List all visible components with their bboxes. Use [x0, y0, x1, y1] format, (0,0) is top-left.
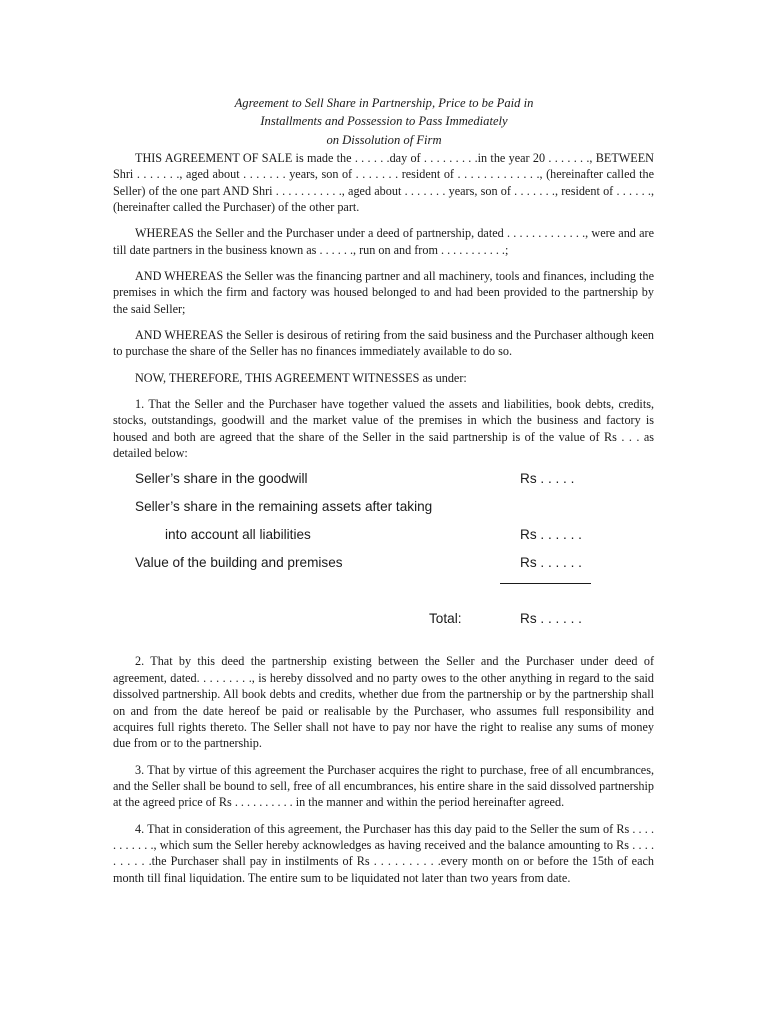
title-line-3: on Dissolution of Firm	[326, 132, 442, 147]
liabilities-label: into account all liabilities	[165, 527, 311, 543]
clause-1: 1. That the Seller and the Purchaser have together valued the assets and liabilities, book debts, credits, stocks, outstandings, goodwill and the market value of the premises in which the business and factory is housed and both are agreed that the share of the Seller in the said partnership is of the value of Rs . . . as detailed below:	[113, 396, 654, 461]
whereas-paragraph-2: AND WHEREAS the Seller was the financing partner and all machinery, tools and finances, including the premises in which the firm and factory was housed belonged to and had been provided to the partnership by the said Seller;	[113, 269, 654, 316]
building-amount: Rs . . . . . .	[520, 555, 582, 571]
valuation-schedule	[113, 471, 654, 645]
title-line-1: Agreement to Sell Share in Partnership, Price to be Paid in	[234, 96, 534, 110]
clause-3: 3. That by virtue of this agreement the Purchaser acquires the right to purchase, free of all encumbrances, and the Seller shall be bound to sell, free of all encumbrances, his entire share in the said dissolved partnership at the agreed price of Rs . . . . . . . . . . in the manner and within the period hereinafter agreed.	[113, 762, 654, 810]
total-amount: Rs . . . . . .	[520, 611, 582, 627]
whereas-paragraph-3: AND WHEREAS the Seller is desirous of retiring from the said business and the Purchaser although keen to purchase the share of the Seller has no finances immediately available to do so.	[113, 328, 654, 359]
goodwill-label: Seller’s share in the goodwill	[135, 471, 308, 487]
document-title	[0, 94, 768, 149]
schedule-row-total	[113, 611, 654, 631]
building-label: Value of the building and premises	[135, 555, 343, 571]
document-body	[113, 150, 654, 896]
clause-2: 2. That by this deed the partnership existing between the Seller and the Purchaser under deed of agreement, dated. . . . . . . . ., is hereby dissolved and no party owes to the other anything in regard to the said dissolved partnership. All book debts and credits, whether due from the partnership or by the partnership shall on and from the date hereof be paid or realisable by the Purchaser, who assumes full responsibility and acquires full rights thereto. The Seller shall not have to pay nor have the right to realise any sums of money due from or to the partnership.	[113, 654, 654, 751]
whereas-paragraph-1: WHEREAS the Seller and the Purchaser under a deed of partnership, dated . . . . . . . . . . . . ., were and are till date partners in the business known as . . . . . ., run on and from . . . . . . . . . . .;	[113, 226, 654, 257]
clause-4: 4. That in consideration of this agreement, the Purchaser has this day paid to the Seller the sum of Rs . . . . . . . . . . ., which sum the Seller hereby acknowledges as having received and the balance amounting to Rs . . . . . . . . . .the Purchaser shall pay in instilments of Rs . . . . . . . . . .every month on or before the 15th of each month till final liquidation. The entire sum to be liquidated not later than two years from date.	[113, 821, 654, 885]
total-label: Total:	[429, 611, 462, 627]
schedule-row-remaining-1	[113, 499, 654, 519]
witnesses-paragraph: NOW, THEREFORE, THIS AGREEMENT WITNESSES as under:	[135, 370, 467, 385]
schedule-row-building	[113, 555, 654, 575]
remaining-assets-label: Seller’s share in the remaining assets after taking	[135, 499, 433, 515]
intro-paragraph: THIS AGREEMENT OF SALE is made the . . . . . .day of . . . . . . . . .in the year 20 . . . . . . ., BETWEEN Shri . . . . . . ., aged about . . . . . . . years, son of . . . . . . . resident of . . . . . . . . . . . . ., (hereinafter called the Seller) of the one part AND Shri . . . . . . . . . . ., aged about . . . . . . . years, son of . . . . . . ., resident of . . . . . ., (hereinafter called the Purchaser) of the other part.	[113, 151, 654, 215]
remaining-assets-amount: Rs . . . . . .	[520, 527, 582, 543]
goodwill-amount: Rs . . . . .	[520, 471, 575, 487]
schedule-row-remaining-2	[113, 527, 654, 547]
schedule-row-goodwill	[113, 471, 654, 491]
total-rule	[500, 583, 591, 584]
title-line-2: Installments and Possession to Pass Immediately	[260, 114, 508, 129]
